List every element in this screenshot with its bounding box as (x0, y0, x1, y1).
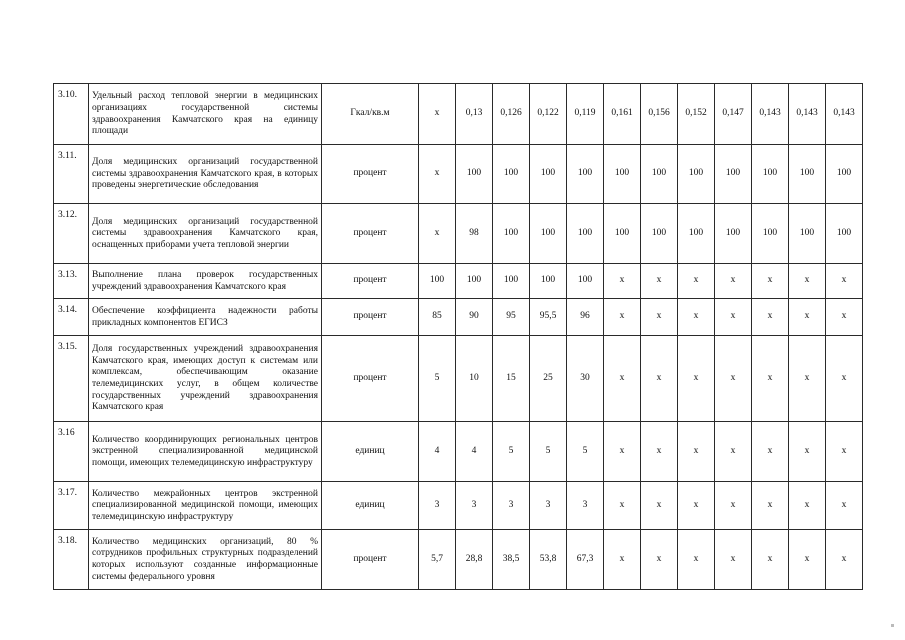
value-cell: х (715, 336, 752, 422)
value-cell: 100 (604, 204, 641, 264)
value-cell: х (715, 530, 752, 590)
indicator-name: Доля государственных учреждений здравоохранения Камчатского края, имеющих доступ к системам или комплексам, обеспечивающим оказание телемедицинских услуг, в общем количестве государственных учреждений здравоохранения Камчатского края (89, 336, 322, 422)
value-cell: 3 (456, 482, 493, 530)
value-cell: 5 (530, 422, 567, 482)
indicator-name: Количество медицинских организаций, 80 % сотрудников профильных структурных подразделений которых используют созданные информационные системы федерального уровня (89, 530, 322, 590)
value-cell: х (826, 299, 863, 336)
value-cell: 15 (493, 336, 530, 422)
value-cell: 95,5 (530, 299, 567, 336)
row-number: 3.10. (54, 84, 89, 145)
value-cell: х (752, 264, 789, 299)
value-cell: х (715, 422, 752, 482)
indicator-name: Обеспечение коэффициента надежности работы прикладных компонентов ЕГИСЗ (89, 299, 322, 336)
value-cell: х (789, 530, 826, 590)
value-cell: 53,8 (530, 530, 567, 590)
value-cell: х (826, 482, 863, 530)
value-cell: 0,161 (604, 84, 641, 145)
value-cell: х (752, 530, 789, 590)
indicator-name: Доля медицинских организаций государственной системы здравоохранения Камчатского края, оснащенных приборами учета тепловой энергии (89, 204, 322, 264)
value-cell: 3 (493, 482, 530, 530)
value-cell: 98 (456, 204, 493, 264)
value-cell: х (826, 264, 863, 299)
value-cell: 4 (456, 422, 493, 482)
table-row (54, 84, 863, 145)
value-cell: х (789, 422, 826, 482)
value-cell: 100 (604, 145, 641, 204)
row-number: 3.14. (54, 299, 89, 336)
value-cell: 85 (419, 299, 456, 336)
value-cell: 0,152 (678, 84, 715, 145)
value-cell: 100 (641, 145, 678, 204)
indicator-name: Количество координирующих региональных центров экстренной специализированной медицинской помощи, имеющих телемедицинскую инфраструктуру (89, 422, 322, 482)
value-cell: 3 (530, 482, 567, 530)
unit-cell: процент (322, 264, 419, 299)
value-cell: 5 (493, 422, 530, 482)
value-cell: 0,126 (493, 84, 530, 145)
unit-cell: процент (322, 336, 419, 422)
value-cell: х (826, 422, 863, 482)
value-cell: х (604, 336, 641, 422)
value-cell: 100 (456, 264, 493, 299)
value-cell: 100 (678, 204, 715, 264)
value-cell: 100 (530, 264, 567, 299)
value-cell: 100 (530, 145, 567, 204)
value-cell: х (826, 530, 863, 590)
value-cell: х (419, 204, 456, 264)
value-cell: х (789, 482, 826, 530)
value-cell: 100 (493, 264, 530, 299)
value-cell: х (678, 482, 715, 530)
value-cell: 28,8 (456, 530, 493, 590)
value-cell: 100 (678, 145, 715, 204)
unit-cell: процент (322, 530, 419, 590)
value-cell: 5 (567, 422, 604, 482)
value-cell: х (604, 530, 641, 590)
value-cell: 100 (493, 204, 530, 264)
value-cell: 100 (752, 204, 789, 264)
value-cell: х (419, 145, 456, 204)
value-cell: х (641, 530, 678, 590)
value-cell: 3 (567, 482, 604, 530)
table-row (54, 204, 863, 264)
value-cell: 100 (641, 204, 678, 264)
value-cell: 90 (456, 299, 493, 336)
value-cell: 0,156 (641, 84, 678, 145)
unit-cell: процент (322, 204, 419, 264)
value-cell: х (641, 336, 678, 422)
value-cell: х (604, 264, 641, 299)
indicators-table (53, 83, 863, 590)
value-cell: 0,119 (567, 84, 604, 145)
unit-cell: единиц (322, 482, 419, 530)
value-cell: х (678, 422, 715, 482)
value-cell: 100 (715, 145, 752, 204)
value-cell: 0,143 (789, 84, 826, 145)
value-cell: 100 (419, 264, 456, 299)
value-cell: х (715, 264, 752, 299)
value-cell: 100 (752, 145, 789, 204)
value-cell: х (678, 299, 715, 336)
indicator-name: Удельный расход тепловой энергии в медицинских организациях государственной системы здравоохранения Камчатского края на единицу площади (89, 84, 322, 145)
indicators-table-body (54, 84, 863, 590)
value-cell: х (641, 299, 678, 336)
value-cell: х (419, 84, 456, 145)
value-cell: 10 (456, 336, 493, 422)
value-cell: 0,122 (530, 84, 567, 145)
value-cell: 100 (493, 145, 530, 204)
value-cell: х (752, 422, 789, 482)
value-cell: 100 (715, 204, 752, 264)
unit-cell: единиц (322, 422, 419, 482)
value-cell: 96 (567, 299, 604, 336)
value-cell: х (678, 336, 715, 422)
value-cell: 100 (456, 145, 493, 204)
value-cell: 5,7 (419, 530, 456, 590)
value-cell: х (826, 336, 863, 422)
value-cell: х (789, 336, 826, 422)
table-row (54, 336, 863, 422)
value-cell: х (715, 482, 752, 530)
value-cell: х (789, 264, 826, 299)
table-row (54, 482, 863, 530)
value-cell: х (752, 299, 789, 336)
value-cell: х (752, 336, 789, 422)
value-cell: х (715, 299, 752, 336)
value-cell: 95 (493, 299, 530, 336)
value-cell: 0,143 (752, 84, 789, 145)
value-cell: 100 (826, 145, 863, 204)
value-cell: х (678, 530, 715, 590)
row-number: 3.16 (54, 422, 89, 482)
value-cell: х (604, 482, 641, 530)
value-cell: 0,143 (826, 84, 863, 145)
value-cell: 100 (789, 145, 826, 204)
value-cell: 100 (530, 204, 567, 264)
value-cell: 38,5 (493, 530, 530, 590)
value-cell: х (641, 264, 678, 299)
value-cell: х (604, 299, 641, 336)
value-cell: х (752, 482, 789, 530)
value-cell: 4 (419, 422, 456, 482)
row-number: 3.13. (54, 264, 89, 299)
value-cell: 100 (826, 204, 863, 264)
value-cell: 30 (567, 336, 604, 422)
value-cell: 0,147 (715, 84, 752, 145)
value-cell: 25 (530, 336, 567, 422)
table-row (54, 299, 863, 336)
table-row (54, 145, 863, 204)
value-cell: 100 (567, 145, 604, 204)
value-cell: 100 (567, 264, 604, 299)
value-cell: 67,3 (567, 530, 604, 590)
unit-cell: процент (322, 299, 419, 336)
unit-cell: процент (322, 145, 419, 204)
value-cell: 100 (567, 204, 604, 264)
indicator-name: Доля медицинских организаций государственной системы здравоохранения Камчатского края, в которых проведены энергетические обследования (89, 145, 322, 204)
value-cell: х (789, 299, 826, 336)
value-cell: 5 (419, 336, 456, 422)
value-cell: 0,13 (456, 84, 493, 145)
value-cell: 100 (789, 204, 826, 264)
indicator-name: Количество межрайонных центров экстренной специализированной медицинской помощи, имеющих телемедицинскую инфраструктуру (89, 482, 322, 530)
row-number: 3.17. (54, 482, 89, 530)
value-cell: 3 (419, 482, 456, 530)
value-cell: х (678, 264, 715, 299)
table-row (54, 422, 863, 482)
row-number: 3.15. (54, 336, 89, 422)
indicator-name: Выполнение плана проверок государственных учреждений здравоохранения Камчатского края (89, 264, 322, 299)
value-cell: х (604, 422, 641, 482)
value-cell: х (641, 422, 678, 482)
row-number: 3.11. (54, 145, 89, 204)
table-row (54, 530, 863, 590)
row-number: 3.18. (54, 530, 89, 590)
unit-cell: Гкал/кв.м (322, 84, 419, 145)
value-cell: х (641, 482, 678, 530)
row-number: 3.12. (54, 204, 89, 264)
table-row (54, 264, 863, 299)
scan-speck (891, 624, 894, 627)
